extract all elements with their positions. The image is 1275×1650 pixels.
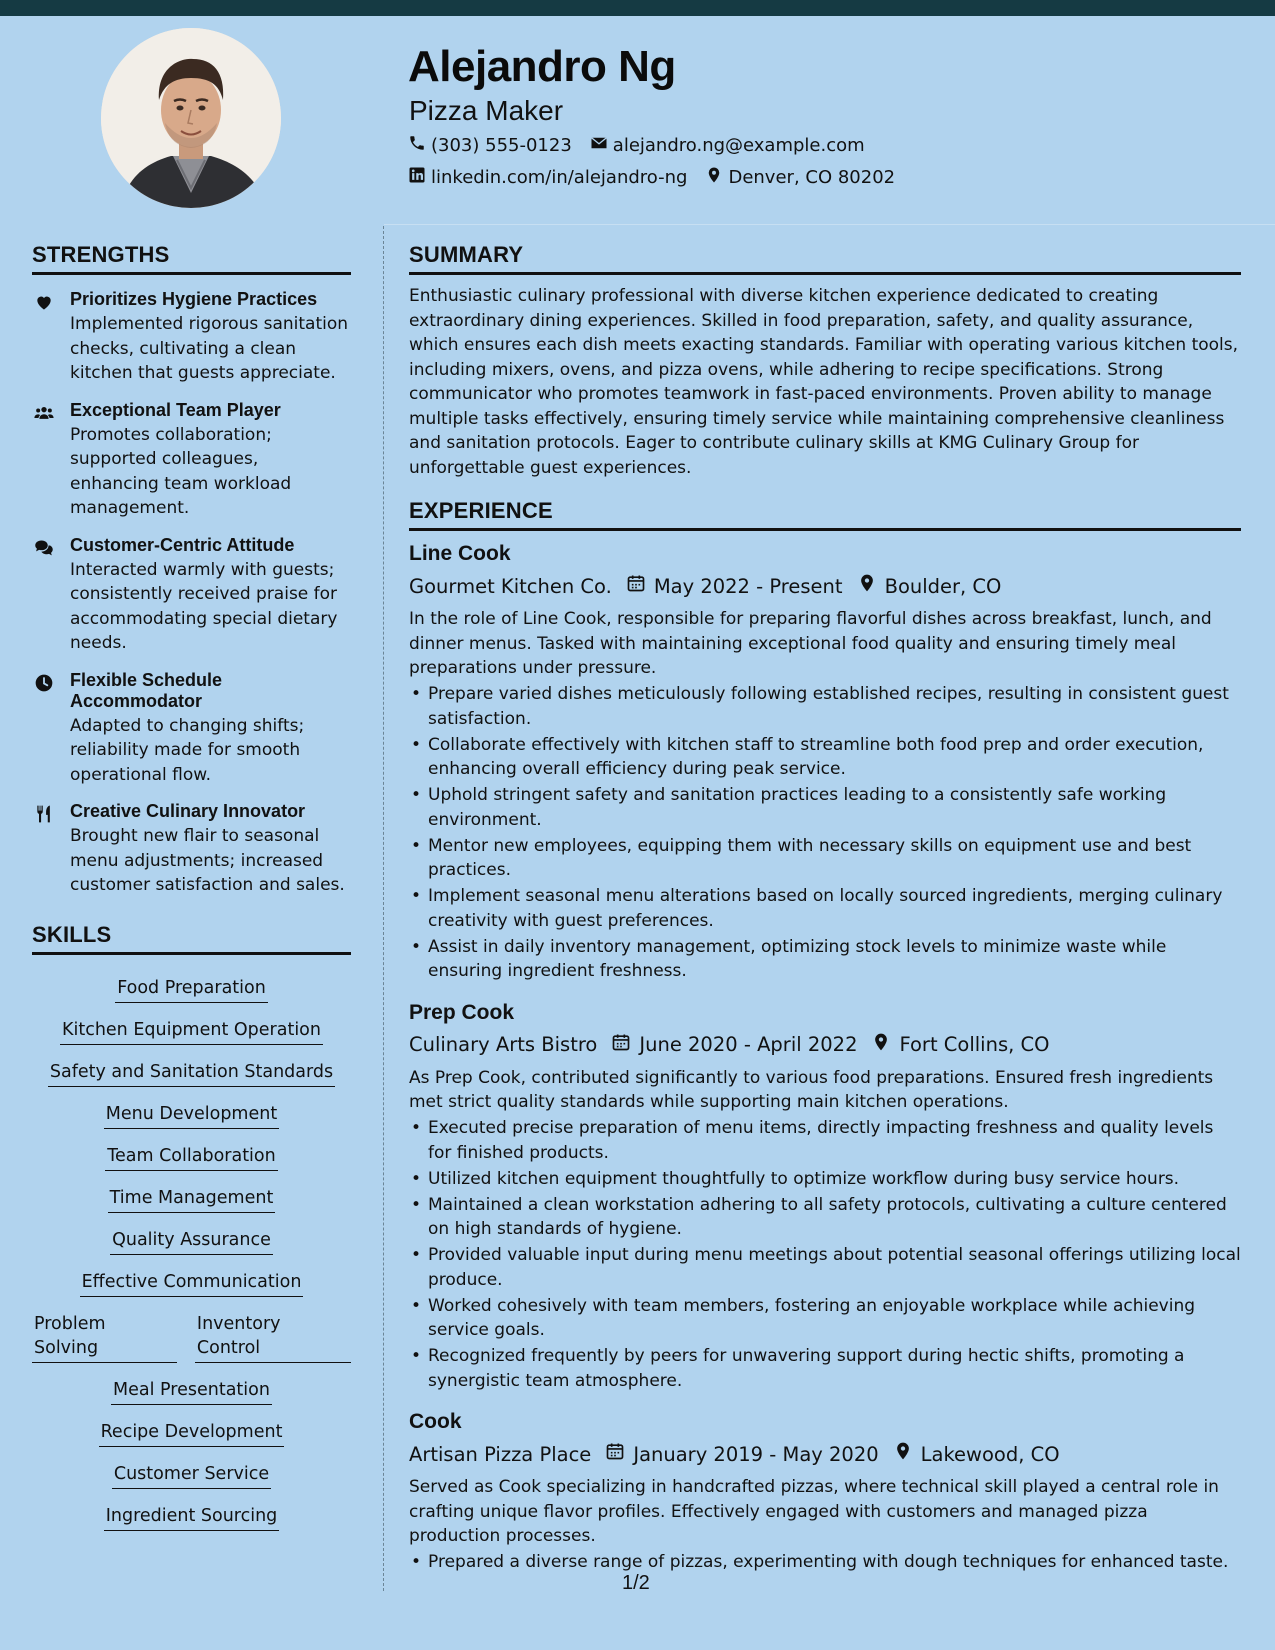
skill-tag: Time Management [108,1186,276,1213]
job-meta [409,1032,1241,1059]
skills-heading: SKILLS [32,922,351,955]
skills-row [32,1213,351,1255]
left-column [32,242,351,1531]
job-bullet: • Collaborate effectively with kitchen staff to streamline both food prep and order execution, enhancing overall efficiency during peak service. [409,733,1241,782]
job-location: Fort Collins, CO [899,1033,1050,1056]
calendar-icon [591,1441,633,1468]
job-bullet: • Utilized kitchen equipment thoughtfully to optimize workflow during busy service hours. [409,1167,1241,1192]
job-description: As Prep Cook, contributed significantly to various food preparations. Ensured fresh ingredients met strict quality standards while supporting main kitchen operations. [409,1067,1214,1112]
strength-desc: Interacted warmly with guests; consistently received praise for accommodating special dietary needs. [70,559,338,653]
job-bullet: • Executed precise preparation of menu items, directly impacting freshness and quality levels for finished products. [409,1116,1241,1165]
job-dates: January 2019 - May 2020 [633,1442,879,1466]
job-description: Served as Cook specializing in handcrafted pizzas, where technical skill played a central role in crafting unique flavor profiles. Effectively engaged with customers and managed pizza production processes. [409,1477,1219,1546]
right-column [409,242,1241,1575]
strength-desc: Adapted to changing shifts; reliability made for smooth operational flow. [70,715,305,785]
job-description: In the role of Line Cook, responsible for preparing flavorful dishes across breakfast, lunch, and dinner menus. Tasked with maintaining exceptional food quality and ensuring timely meal preparations under pressure. [409,609,1212,678]
job-title: Pizza Maker [409,95,564,126]
location-contact [705,166,895,189]
skill-tag: Effective Communication [80,1270,304,1297]
map-pin-icon [705,166,723,189]
company-name: Gourmet Kitchen Co. [409,574,612,598]
contact-row-2 [408,166,895,189]
utensils-icon [32,801,70,898]
phone-contact [408,134,572,157]
skills-row [32,1405,351,1447]
strength-item [32,801,351,898]
skills-row [32,1489,351,1531]
skill-tag: Food Preparation [115,976,268,1003]
email-text: alejandro.ng@example.com [612,135,865,156]
skill-tag: Ingredient Sourcing [104,1504,280,1531]
skill-tag: Meal Presentation [111,1378,272,1405]
map-pin-icon [879,1441,921,1468]
strength-title: Prioritizes Hygiene Practices [70,289,318,309]
calendar-icon [612,573,654,600]
skills-row [32,1087,351,1129]
skills-row [32,1255,351,1297]
contact-row-1 [408,134,865,157]
job-entry [409,541,1241,984]
strength-desc: Implemented rigorous sanitation checks, cultivating a clean kitchen that guests appreciate. [70,314,349,383]
page-number: 1/2 [622,1572,650,1594]
summary-text: Enthusiastic culinary professional with diverse kitchen experience dedicated to creating extraordinary dining experiences. Skilled in food preparation, safety, and quality assurance, which ensures each dish meets exacting standards. Familiar with operating various kitchen tools, including mixers, ovens, and pizza ovens, while adhering to recipe specifications. Strong communicator who promotes teamwork in fast-paced environments. Proven ability to manage multiple tasks effectively, ensuring timely service while maintaining comprehensive cleanliness and sanitation protocols. Eager to contribute culinary skills at KMG Culinary Group for unforgettable guest experiences. [409,286,1239,478]
job-bullet: • Maintained a clean workstation adhering to all safety protocols, cultivating a culture centered on high standards of hygiene. [409,1193,1241,1242]
strength-desc: Brought new flair to seasonal menu adjustments; increased customer satisfaction and sales. [70,826,345,895]
company-name: Artisan Pizza Place [409,1442,592,1466]
strength-item [32,535,351,656]
skill-tag: Kitchen Equipment Operation [60,1018,323,1045]
skills-row [32,1447,351,1489]
skills-row [32,1171,351,1213]
job-entry [409,1000,1241,1394]
strengths-heading: STRENGTHS [32,242,351,275]
skills-row [32,1003,351,1045]
heart-icon [32,289,70,386]
job-bullet: • Prepared a diverse range of pizzas, experimenting with dough techniques for enhanced taste. [409,1550,1241,1575]
strength-title: Flexible Schedule Accommodator [70,669,223,711]
skill-tag: Customer Service [112,1462,271,1489]
skills-row [32,1045,351,1087]
job-bullets [409,1550,1241,1575]
clock-icon [32,670,70,788]
strength-item [32,289,351,386]
job-location: Boulder, CO [884,574,1002,598]
experience-heading: EXPERIENCE [409,498,1241,531]
job-bullet: • Implement seasonal menu alterations based on locally sourced ingredients, merging culinary creativity with guest preferences. [409,884,1241,933]
skill-tag: Menu Development [104,1102,279,1129]
job-dates: June 2020 - April 2022 [639,1033,858,1056]
strength-desc: Promotes collaboration; supported colleagues, enhancing team workload management. [70,424,292,518]
email-contact[interactable] [590,134,865,157]
job-position: Prep Cook [409,1000,515,1024]
job-entry [409,1409,1241,1575]
job-bullet: • Provided valuable input during menu meetings about potential seasonal offerings utilizing local produce. [409,1243,1241,1292]
strength-title: Exceptional Team Player [70,399,281,420]
skill-tag: Problem Solving [32,1312,177,1363]
top-color-bar [0,0,1275,16]
strength-title: Customer-Centric Attitude [70,534,295,555]
skill-tag: Quality Assurance [110,1228,273,1255]
strength-item [32,400,351,521]
job-bullets [409,1116,1241,1393]
summary-heading: SUMMARY [409,242,1241,275]
job-bullet: • Uphold stringent safety and sanitation practices leading to a consistently safe working environment. [409,783,1241,832]
job-meta [409,573,1241,600]
strength-title: Creative Culinary Innovator [70,801,306,821]
chat-icon [32,535,70,656]
skill-tag: Inventory Control [195,1312,351,1363]
linkedin-contact[interactable] [408,166,687,189]
team-icon [32,400,70,521]
job-bullet: • Recognized frequently by peers for unwavering support during hectic shifts, promoting a synergistic team atmosphere. [409,1344,1241,1393]
job-bullets [409,682,1241,984]
strength-item [32,670,351,788]
job-bullet: • Mentor new employees, equipping them with necessary skills on equipment use and best practices. [409,834,1241,883]
skill-tag: Recipe Development [99,1420,285,1447]
linkedin-text: linkedin.com/in/alejandro-ng [431,167,688,188]
email-icon [590,134,608,157]
map-pin-icon [843,573,885,600]
company-name: Culinary Arts Bistro [409,1033,598,1056]
job-bullet: • Worked cohesively with team members, fostering an enjoyable workplace while achieving service goals. [409,1294,1241,1343]
job-dates: May 2022 - Present [653,574,843,598]
skill-tag: Safety and Sanitation Standards [48,1060,335,1087]
calendar-icon [597,1032,639,1059]
job-position: Line Cook [409,542,511,565]
map-pin-icon [857,1032,899,1059]
skills-row [32,1297,351,1363]
skills-row [32,1363,351,1405]
job-position: Cook [409,1410,462,1433]
skills-row [32,961,351,1003]
candidate-name: Alejandro Ng [408,42,676,91]
profile-photo [101,28,281,208]
skills-row [32,1129,351,1171]
linkedin-icon [408,166,426,189]
job-meta [409,1441,1241,1468]
job-bullet: • Assist in daily inventory management, optimizing stock levels to minimize waste while ensuring ingredient freshness. [409,935,1241,984]
phone-icon [408,134,426,157]
skill-tag: Team Collaboration [105,1144,277,1171]
header-divider [384,224,1275,225]
job-bullet: • Prepare varied dishes meticulously following established recipes, resulting in consistent guest satisfaction. [409,682,1241,731]
job-location: Lakewood, CO [920,1442,1060,1466]
phone-text: (303) 555-0123 [431,135,572,156]
skills-list [32,961,351,1531]
column-divider [383,226,384,1591]
location-text: Denver, CO 80202 [728,167,896,188]
